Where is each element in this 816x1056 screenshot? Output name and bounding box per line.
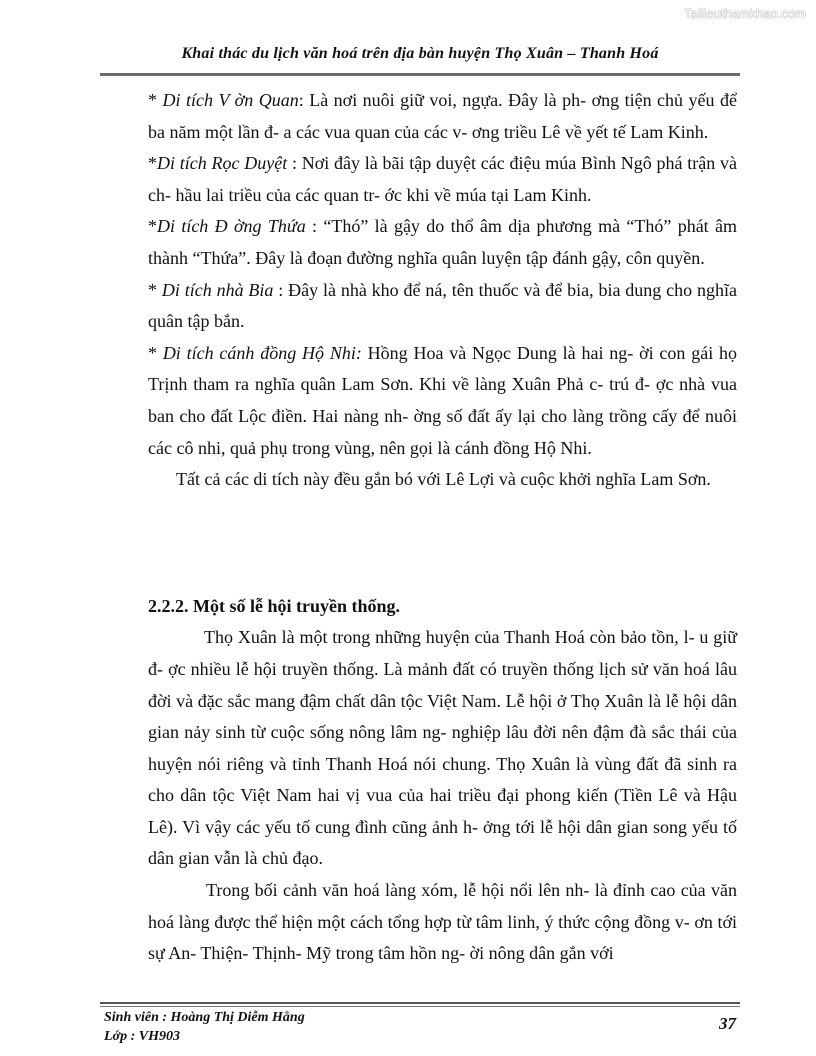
header-divider [100, 73, 740, 76]
list-item [148, 85, 737, 148]
section-heading: 2.2.2. Một số lễ hội truyền thống. [148, 595, 400, 616]
summary-paragraph: Tất cả các di tích này đều gắn bó với Lê Lợi và cuộc khởi nghĩa Lam Sơn. [176, 469, 711, 490]
paragraph: Trong bối cảnh văn hoá làng xóm, lễ hội nổi lên nh- là đỉnh cao của văn hoá làng được thể hiện một cách tổng hợp từ tâm linh, ý thức cộng đồng v- ơn tới sự An- Thiện- Thịnh- Mỹ trong tâm hồn ng- ời nông dân gắn với [148, 880, 737, 964]
bullet: * [148, 342, 163, 363]
bullet: * [148, 279, 162, 300]
footer-class: Lớp : VH903 [104, 1029, 180, 1044]
footer-divider-secondary [100, 1006, 740, 1007]
item-text: : Là nơi nuôi giữ voi, ngựa. Đây là ph- ơng tiện chủ yếu để ba năm một lần đ- a các vua quan của các v- ơng triều Lê về yết tế Lam Kinh. [148, 90, 737, 142]
item-label: Di tích Đ ờng Thứa [157, 216, 306, 237]
item-text: : “Thó” là gậy do thổ âm dịa phương mà “Thó” phát âm thành “Thứa”. Đây là đoạn đường nghĩa quân luyện tập đánh gậy, côn quyền. [148, 216, 737, 268]
item-label: Di tích cánh đồng Hộ Nhi: [162, 342, 362, 363]
item-label: Di tích nhà Bia [161, 279, 274, 300]
list-item [148, 148, 737, 211]
list-item [148, 338, 737, 464]
page-number: 37 [719, 1014, 736, 1033]
item-text: : Đây là nhà kho để ná, tên thuốc và để bia, bia dung cho nghĩa quân tập bắn. [148, 279, 737, 332]
bullet: * [148, 216, 157, 237]
paragraph: Thọ Xuân là một trong những huyện của Thanh Hoá còn bảo tồn, l- u giữ đ- ợc nhiều lễ hội truyền thống. Là mảnh đất có truyền thống lịch sử văn hoá lâu đời và đặc sắc mang đậm chất dân tộc Việt Nam. Lễ hội ở Thọ Xuân là lễ hội dân gian nảy sinh từ cuộc sống nông lâm ng- nghiệp lâu đời nên đậm đà sắc thái của huyện nói riêng và tỉnh Thanh Hoá nói chung. Thọ Xuân là vùng đất đã sinh ra cho dân tộc Việt Nam hai vị vua của hai triều đại phong kiến (Tiền Lê và Hậu Lê). Vì vậy các yếu tố cung đình cũng ảnh h- ởng tới lễ hội dân gian song yếu tố dân gian vẫn là chủ đạo. [148, 627, 737, 869]
header-title: Khai thác du lịch văn hoá trên địa bàn huyện Thọ Xuân – Thanh Hoá [181, 45, 659, 62]
spacer [148, 496, 737, 591]
item-text: : Nơi đây là bãi tập duyệt các điệu múa Bình Ngô phá trận và ch- hầu lai triều của các quan tr- ớc khi về múa tại Lam Kinh. [148, 153, 737, 205]
footer-divider [100, 1002, 740, 1004]
list-item [148, 275, 737, 338]
item-text: Hồng Hoa và Ngọc Dung là hai ng- ời con gái họ Trịnh tham ra nghĩa quân Lam Sơn. Khi về làng Xuân Phả c- trú đ- ợc nhà vua ban cho đất Lộc điền. Hai nàng nh- ờng số đất ấy lại cho làng trồng cấy để nuôi các cô nhi, quả phụ trong vùng, nên gọi là cánh đồng Hộ Nhi. [148, 342, 738, 458]
watermark: Tailieuthamkhao.com [683, 6, 806, 21]
bullet: * [148, 90, 163, 110]
bullet: * [148, 153, 157, 174]
item-label: Di tích V ờn Quan [162, 90, 299, 110]
item-label: Di tích Rọc Duyệt [157, 153, 288, 174]
footer-student: Sinh viên : Hoàng Thị Diễm Hằng [104, 1010, 305, 1025]
list-item [148, 211, 737, 274]
document-body [148, 85, 737, 970]
